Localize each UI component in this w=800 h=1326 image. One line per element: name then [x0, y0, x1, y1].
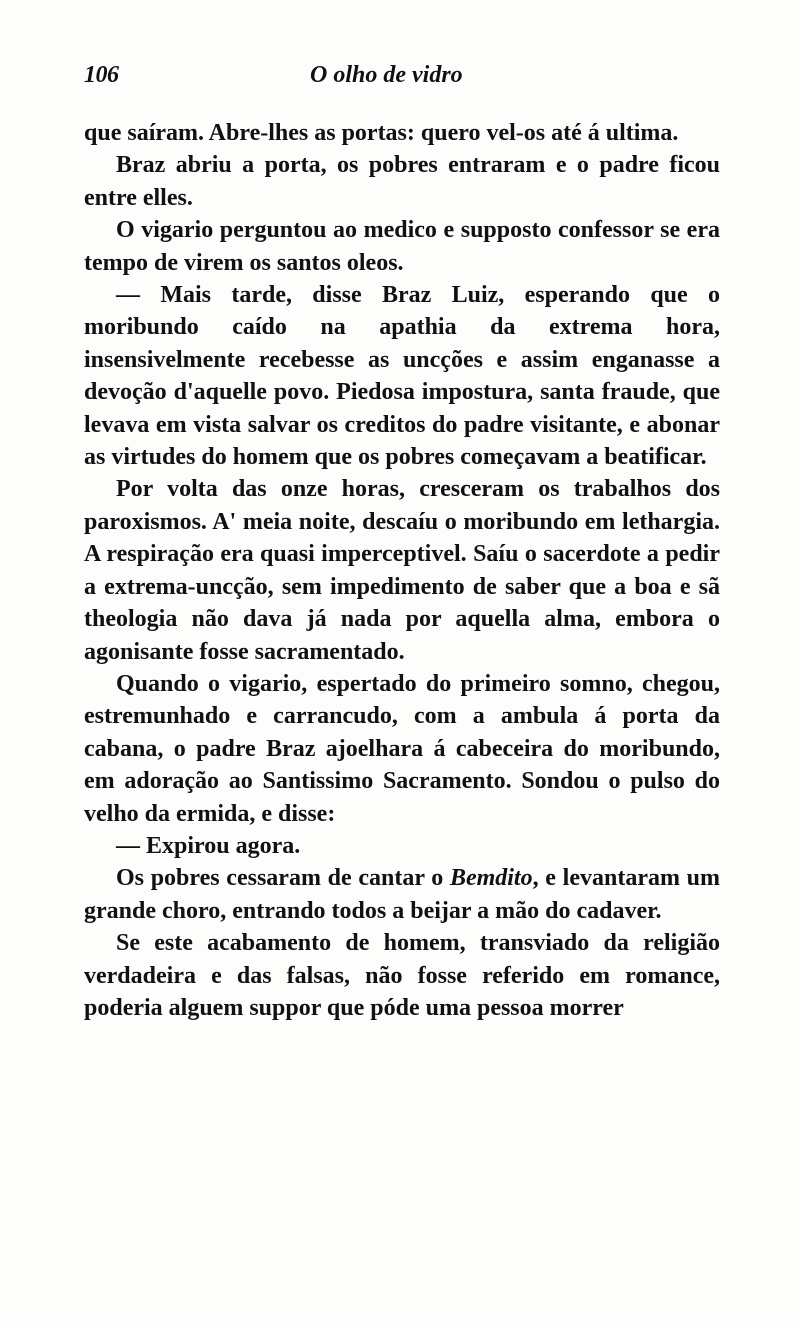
paragraph-9: Se este acabamento de homem, transviado da religião verdadeira e das falsas, não fosse referido em romance, poderia alguem suppor que póde uma pessoa morrer [84, 930, 720, 1021]
body-text [84, 117, 720, 1024]
paragraph-7: — Expirou agora. [116, 832, 301, 859]
paragraph-5: Por volta das onze horas, cresceram os trabalhos dos paroxismos. A' meia noite, descaíu o moribundo em lethargia. A respiração era quasi imperceptivel. Saíu o sacerdote a pedir a extrema-uncção, sem impedimento de saber que a boa e sã theologia não dava já nada por aquella alma, embora o agonisante fosse sacramentado. [84, 476, 720, 665]
page-number: 106 [84, 62, 119, 88]
paragraph-1: que saíram. Abre-lhes as portas: quero vel-os até á ultima. [84, 120, 679, 146]
paragraph-3: O vigario perguntou ao medico e supposto confessor se era tempo de virem os santos oleos. [84, 217, 720, 276]
paragraph-6: Quando o vigario, espertado do primeiro somno, chegou, estremunhado e carrancudo, com a ambula á porta da cabana, o padre Braz ajoelhara á cabeceira do moribundo, em adoração ao Santissimo Sacramento. Sondou o pulso do velho da ermida, e disse: [84, 670, 720, 827]
page-header [84, 62, 716, 96]
paragraph-2: Braz abriu a porta, os pobres entraram e o padre ficou entre elles. [84, 152, 720, 211]
paragraph-8 [84, 862, 720, 927]
paragraph-4: — Mais tarde, disse Braz Luiz, esperando que o moribundo caído na apathia da extrema hora, insensivelmente recebesse as uncções e assim enganasse a devoção d'aquelle povo. Piedosa impostura, santa fraude, que levava em vista salvar os creditos do padre visitante, e abonar as virtudes do homem que os pobres começavam a beatificar. [84, 282, 720, 471]
paragraph-8-end: , e levantaram um grande choro, entrando todos a beijar a mão do cadaver. [84, 865, 720, 924]
paragraph-8-start: Os pobres cessaram de cantar o [116, 865, 450, 892]
hymn-title: Bemdito [449, 865, 533, 892]
running-title: O olho de vidro [310, 62, 463, 88]
